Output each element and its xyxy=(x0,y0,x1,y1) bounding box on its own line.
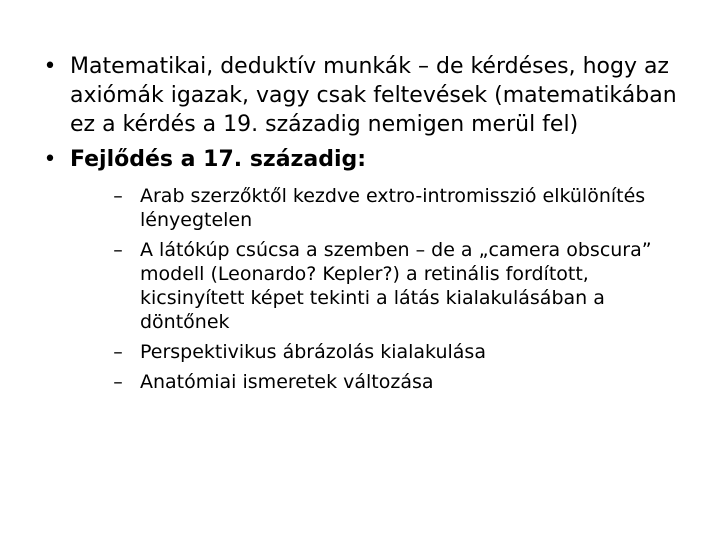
sub-bullet-text: A látókúp csúcsa a szemben – de a „camera obscura” modell (Leonardo? Kepler?) a retinális fordított, kicsinyített képet tekinti a látás kialakulásában a döntőnek xyxy=(140,239,652,333)
dash-icon: – xyxy=(113,239,123,261)
sub-bullet-item xyxy=(108,370,690,394)
sub-bullet-text: Anatómiai ismeretek változása xyxy=(140,371,434,393)
sub-bullet-item xyxy=(108,184,690,232)
bullet-dot-icon: • xyxy=(43,147,57,172)
sub-bullet-list xyxy=(70,184,690,394)
bullet-dot-icon: • xyxy=(43,54,57,79)
bullet-text: Matematikai, deduktív munkák – de kérdéses, hogy az axiómák igazak, vagy csak feltevések (matematikában ez a kérdés a 19. századig nemigen merül fel) xyxy=(70,54,677,137)
bullet-item xyxy=(40,145,690,394)
dash-icon: – xyxy=(113,371,123,393)
bullet-item xyxy=(40,52,690,139)
bullet-list xyxy=(40,52,690,400)
dash-icon: – xyxy=(113,185,123,207)
sub-bullet-item xyxy=(108,238,690,334)
sub-bullet-text: Perspektivikus ábrázolás kialakulása xyxy=(140,341,486,363)
dash-icon: – xyxy=(113,341,123,363)
sub-bullet-text: Arab szerzőktől kezdve extro-intromisszió elkülönítés lényegtelen xyxy=(140,185,646,231)
bullet-text: Fejlődés a 17. századig: xyxy=(70,147,367,172)
sub-bullet-item xyxy=(108,340,690,364)
